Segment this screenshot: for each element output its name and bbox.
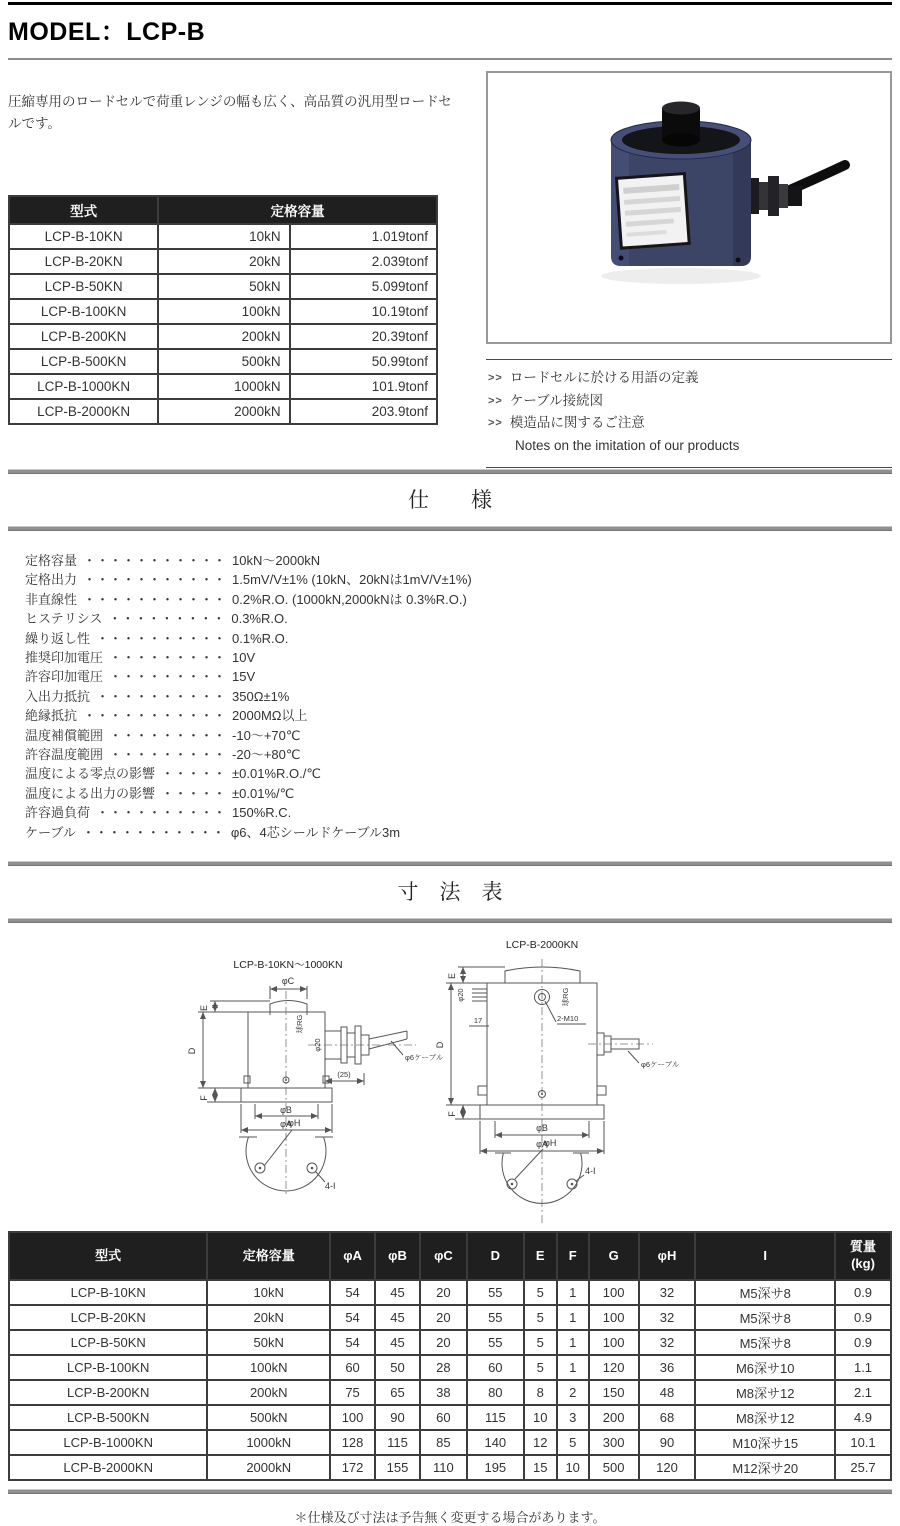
table-row: LCP-B-500KN 500kN 100 90 60 115 10 3 200 68 M8深サ12 4.9 (9, 1405, 891, 1430)
related-links (486, 359, 892, 468)
section-divider (8, 526, 892, 531)
cell-tonf: 101.9tonf (290, 374, 437, 399)
ball-rg-label: 球RG (561, 987, 570, 1007)
capacity-table (8, 195, 438, 425)
col-phi-h: φH (639, 1232, 696, 1280)
spec-item: 定格容量 ・・・・・・・・・・・ 10kN～2000kN (25, 553, 321, 568)
cell-tonf: 2.039tonf (290, 249, 437, 274)
table-row (9, 274, 437, 299)
dim-section-title: 寸 法 表 (397, 881, 503, 905)
cell-tonf: 50.99tonf (290, 349, 437, 374)
cell-tonf: 20.39tonf (290, 324, 437, 349)
top-right-column (486, 60, 892, 469)
cell-tonf: 203.9tonf (290, 399, 437, 424)
col-e: E (524, 1232, 557, 1280)
spec-item: 許容過負荷 ・・・・・・・・・・ 150%R.C. (25, 805, 292, 821)
spec-list (25, 551, 892, 842)
spec-section-title: 仕 様 (408, 489, 492, 512)
spec-item: 推奨印加電圧 ・・・・・・・・・ 10V (25, 650, 256, 666)
table-row: LCP-B-50KN 50kN 54 45 20 55 5 1 100 32 M5深サ8 0.9 (9, 1330, 891, 1355)
table-row (9, 324, 437, 349)
spec-item: 許容印加電圧 ・・・・・・・・・ 15V (25, 669, 256, 685)
dim-a-label: φA (536, 1139, 548, 1150)
spec-label-plate (616, 173, 689, 248)
dim-d-label: D (187, 1047, 197, 1055)
col-capacity: 定格容量 (207, 1232, 330, 1280)
cell-model: LCP-B-100KN (9, 299, 158, 324)
col-i: I (695, 1232, 835, 1280)
cell-model: LCP-B-1000KN (9, 374, 158, 399)
link-imitation-notice[interactable]: 模造品に関するご注意 (509, 415, 645, 431)
dim-c-label: φC (281, 976, 295, 987)
dimension-drawings-svg (8, 923, 892, 1231)
cell-model: LCP-B-20KN (9, 249, 158, 274)
spec-item: 許容温度範囲 ・・・・・・・・・ -20～+80℃ (25, 747, 301, 763)
table-row (9, 299, 437, 324)
dim-e-label: E (447, 973, 457, 980)
dim-f-label: F (199, 1095, 209, 1101)
table-row (9, 249, 437, 274)
cell-kn: 100kN (158, 299, 289, 324)
footer-note: ＊仕様及び寸法は予告無く変更する場合があります。 (294, 1510, 606, 1526)
link-terms-definition[interactable]: ロードセルに於ける用語の定義 (509, 370, 699, 385)
table-row (9, 374, 437, 399)
dimension-table-header (9, 1232, 891, 1280)
col-phi-a: φA (330, 1232, 375, 1280)
bolt-count-label: 4-I (585, 1166, 596, 1177)
cell-kn: 2000kN (158, 399, 289, 424)
dim-h-label: φH (288, 1118, 301, 1129)
link-arrow-icon: >> (488, 394, 503, 407)
product-photo-frame (486, 71, 892, 344)
ball-rg-label: 球RG (295, 1014, 304, 1034)
link-arrow-icon: >> (488, 417, 503, 430)
phi20-label: φ20 (456, 988, 465, 1002)
cell-model: LCP-B-10KN (9, 224, 158, 249)
spec-item: ケーブル ・・・・・・・・・・・ φ6、4芯シールドケーブル3m (25, 824, 401, 840)
cell-model: LCP-B-2000KN (9, 399, 158, 424)
dim-e-label: E (199, 1005, 209, 1012)
drawing-right (435, 939, 680, 1223)
cell-model: LCP-B-200KN (9, 324, 158, 349)
col-mass: 質量 (kg) (835, 1232, 891, 1280)
dimension-drawings (8, 923, 892, 1231)
spec-item: 非直線性 ・・・・・・・・・・・ 0.2%R.O. (1000kN,2000kNは 0.3%R.O.) (25, 591, 467, 607)
table-row (9, 224, 437, 249)
table-row: LCP-B-200KN 200kN 75 65 38 80 8 2 150 48 M8深サ12 2.1 (9, 1380, 891, 1405)
spec-item: 入出力抵抗 ・・・・・・・・・・ 350Ω±1% (25, 688, 290, 704)
spec-item: 絶縁抵抗 ・・・・・・・・・・・ 2000MΩ以上 (25, 708, 308, 724)
footer-divider (8, 1489, 892, 1494)
cable-label: φ6ケーブル (405, 1053, 444, 1063)
cable-gland (743, 176, 802, 216)
col-g: G (589, 1232, 639, 1280)
product-description: 圧縮専用のロードセルで荷重レンジの幅も広く、高品質の汎用型ロードセルです。 (8, 94, 452, 131)
top-left-column (8, 60, 463, 469)
table-row: LCP-B-2000KN 2000kN 172 155 110 195 15 10 500 120 M12深サ20 25.7 (9, 1455, 891, 1480)
dim-h-label: φH (544, 1138, 557, 1149)
col-model: 型式 (9, 1232, 207, 1280)
link-arrow-icon: >> (488, 372, 503, 384)
phi20-label: φ20 (313, 1038, 322, 1052)
table-row (9, 399, 437, 424)
table-row: LCP-B-1000KN 1000kN 128 115 85 140 12 5 300 90 M10深サ15 10.1 (9, 1430, 891, 1455)
cell-tonf: 5.099tonf (290, 274, 437, 299)
top-section (8, 60, 892, 469)
spec-item: 温度補償範囲 ・・・・・・・・・ -10～+70℃ (25, 727, 301, 743)
cell-model: LCP-B-500KN (9, 349, 158, 374)
cell-tonf: 10.19tonf (290, 299, 437, 324)
product-photo (491, 78, 887, 338)
case-screw (619, 255, 624, 260)
load-cell-cap-button (662, 101, 700, 146)
table-row: LCP-B-20KN 20kN 54 45 20 55 5 1 100 32 M5深サ8 0.9 (9, 1305, 891, 1330)
dim-b-label: φB (280, 1105, 292, 1116)
cell-kn: 200kN (158, 324, 289, 349)
drawing-left-title: LCP-B-10KN～1000KN (233, 959, 343, 972)
link-item (488, 412, 890, 435)
link-item (488, 367, 890, 390)
col-header-capacity: 定格容量 (158, 196, 437, 224)
dim-f-label: F (447, 1111, 457, 1117)
dim-b-label: φB (536, 1123, 548, 1134)
col-d: D (467, 1232, 524, 1280)
spec-item: 温度による零点の影響 ・・・・・ ±0.01%R.O./℃ (25, 766, 321, 782)
table-row (9, 349, 437, 374)
col-header-model: 型式 (9, 196, 158, 224)
dimension-table (8, 1231, 892, 1481)
page-header (8, 2, 892, 60)
cell-kn: 10kN (158, 224, 289, 249)
spec-item: 定格出力 ・・・・・・・・・・・ 1.5mV/V±1% (10kN、20kNは1mV/V±1%) (25, 572, 472, 588)
col-phi-c: φC (420, 1232, 467, 1280)
page-title: MODEL：LCP-B (8, 18, 206, 46)
col-f: F (557, 1232, 589, 1280)
cable-label: φ6ケーブル (641, 1060, 680, 1070)
dim-a-label: φA (280, 1119, 292, 1130)
table-row: LCP-B-100KN 100kN 60 50 28 60 5 1 120 36 M6深サ10 1.1 (9, 1355, 891, 1380)
dim-25-label: (25) (337, 1070, 351, 1080)
cell-kn: 1000kN (158, 374, 289, 399)
cell-kn: 50kN (158, 274, 289, 299)
table-row: LCP-B-10KN 10kN 54 45 20 55 5 1 100 32 M5深サ8 0.9 (9, 1280, 891, 1305)
drawing-right-title: LCP-B-2000KN (505, 939, 579, 952)
spec-item: ヒステリシス ・・・・・・・・・ 0.3%R.O. (25, 611, 288, 627)
col-phi-b: φB (375, 1232, 420, 1280)
product-page (0, 2, 900, 1526)
case-screw (736, 257, 741, 262)
dim-17-label: 17 (473, 1016, 483, 1026)
link-imitation-notice-en: Notes on the imitation of our products (515, 438, 740, 454)
spec-item: 温度による出力の影響 ・・・・・ ±0.01%/℃ (25, 785, 295, 801)
cell-tonf: 1.019tonf (290, 224, 437, 249)
link-cable-diagram[interactable]: ケーブル接続図 (509, 392, 604, 408)
bolt-count-label: 4-I (325, 1181, 336, 1192)
cell-model: LCP-B-50KN (9, 274, 158, 299)
drawing-left (187, 959, 444, 1195)
photo-shadow (601, 268, 761, 284)
m10-label: 2-M10 (557, 1014, 579, 1024)
link-item (488, 390, 890, 413)
cell-kn: 20kN (158, 249, 289, 274)
spec-item: 繰り返し性 ・・・・・・・・・・ 0.1%R.O. (25, 630, 289, 646)
cell-kn: 500kN (158, 349, 289, 374)
dim-d-label: D (435, 1041, 445, 1049)
